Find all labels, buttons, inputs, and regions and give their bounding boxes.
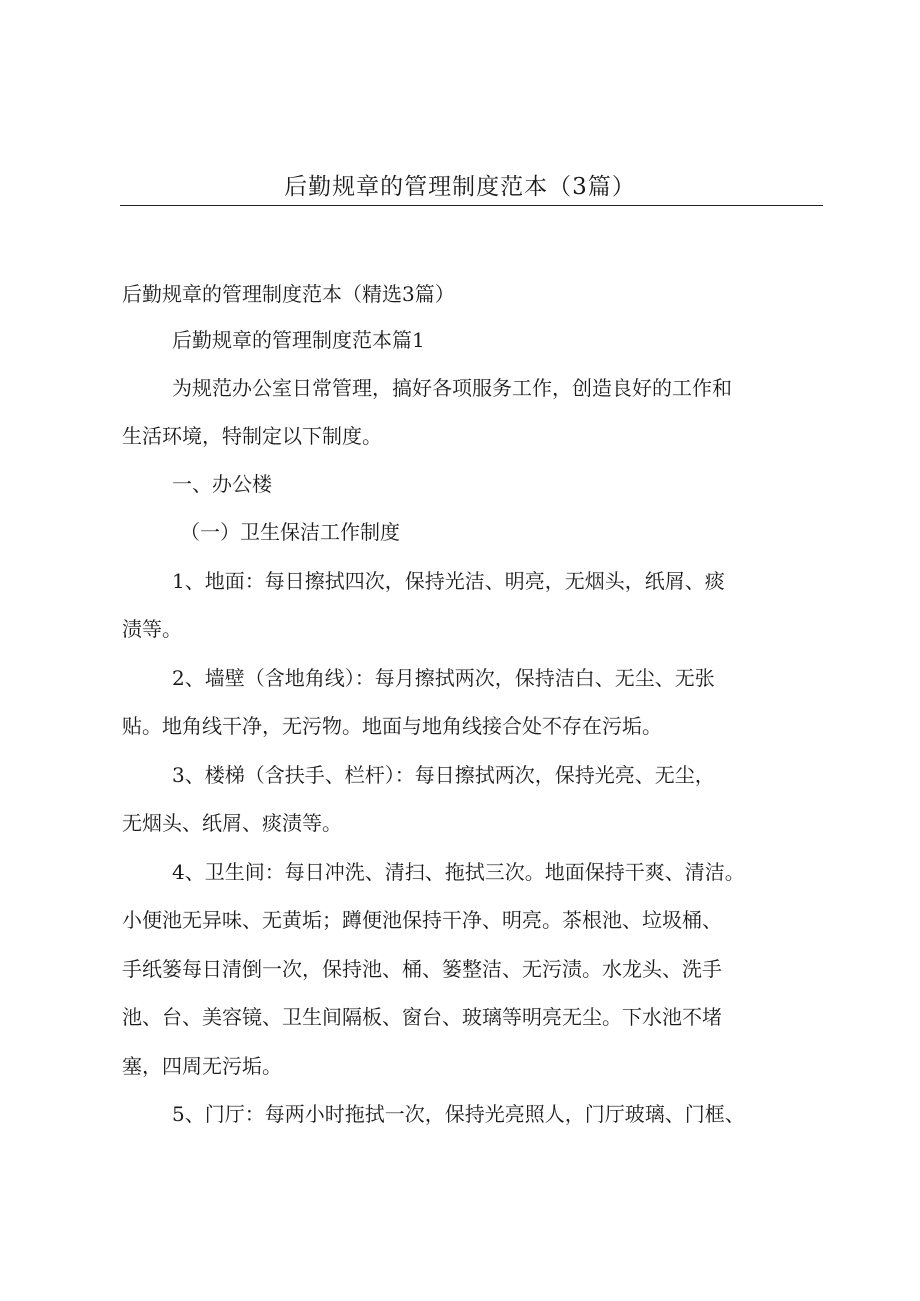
document-title: 后勤规章的管理制度范本（3篇） bbox=[284, 174, 636, 200]
item-4-line-2: 小便池无异味、无黄垢；蹲便池保持干净、明亮。茶根池、垃圾桶、 bbox=[122, 908, 722, 932]
item-3-line-2: 无烟头、纸屑、痰渍等。 bbox=[122, 811, 342, 835]
document-subtitle: 后勤规章的管理制度范本（精选3篇） bbox=[122, 282, 455, 306]
section-heading: 后勤规章的管理制度范本篇1 bbox=[172, 328, 425, 352]
intro-line-1: 为规范办公室日常管理，搞好各项服务工作，创造良好的工作和 bbox=[172, 376, 732, 400]
item-2-line-1: 2、墙壁（含地角线）：每月擦拭两次，保持洁白、无尘、无张 bbox=[172, 666, 715, 690]
heading-cleaning-rules: （一）卫生保洁工作制度 bbox=[180, 520, 400, 544]
item-2-line-2: 贴。地角线干净，无污物。地面与地角线接合处不存在污垢。 bbox=[122, 714, 662, 738]
item-3-line-1: 3、楼梯（含扶手、栏杆）：每日擦拭两次，保持光亮、无尘， bbox=[172, 763, 715, 787]
item-5-line-1: 5、门厅：每两小时拖拭一次，保持光亮照人，门厅玻璃、门框、 bbox=[172, 1102, 745, 1126]
item-4-line-1: 4、卫生间：每日冲洗、清扫、拖拭三次。地面保持干爽、清洁。 bbox=[172, 860, 745, 884]
item-1-line-1: 1、地面：每日擦拭四次，保持光洁、明亮，无烟头，纸屑、痰 bbox=[172, 569, 725, 593]
title-underline bbox=[120, 205, 823, 206]
item-4-line-4: 池、台、美容镜、卫生间隔板、窗台、玻璃等明亮无尘。下水池不堵 bbox=[122, 1005, 722, 1029]
item-4-line-5: 塞，四周无污垢。 bbox=[122, 1054, 282, 1078]
item-4-line-3: 手纸篓每日清倒一次，保持池、桶、篓整洁、无污渍。水龙头、洗手 bbox=[122, 957, 722, 981]
intro-line-2: 生活环境，特制定以下制度。 bbox=[122, 424, 382, 448]
item-1-line-2: 渍等。 bbox=[122, 617, 182, 641]
heading-office-building: 一、办公楼 bbox=[172, 472, 272, 496]
